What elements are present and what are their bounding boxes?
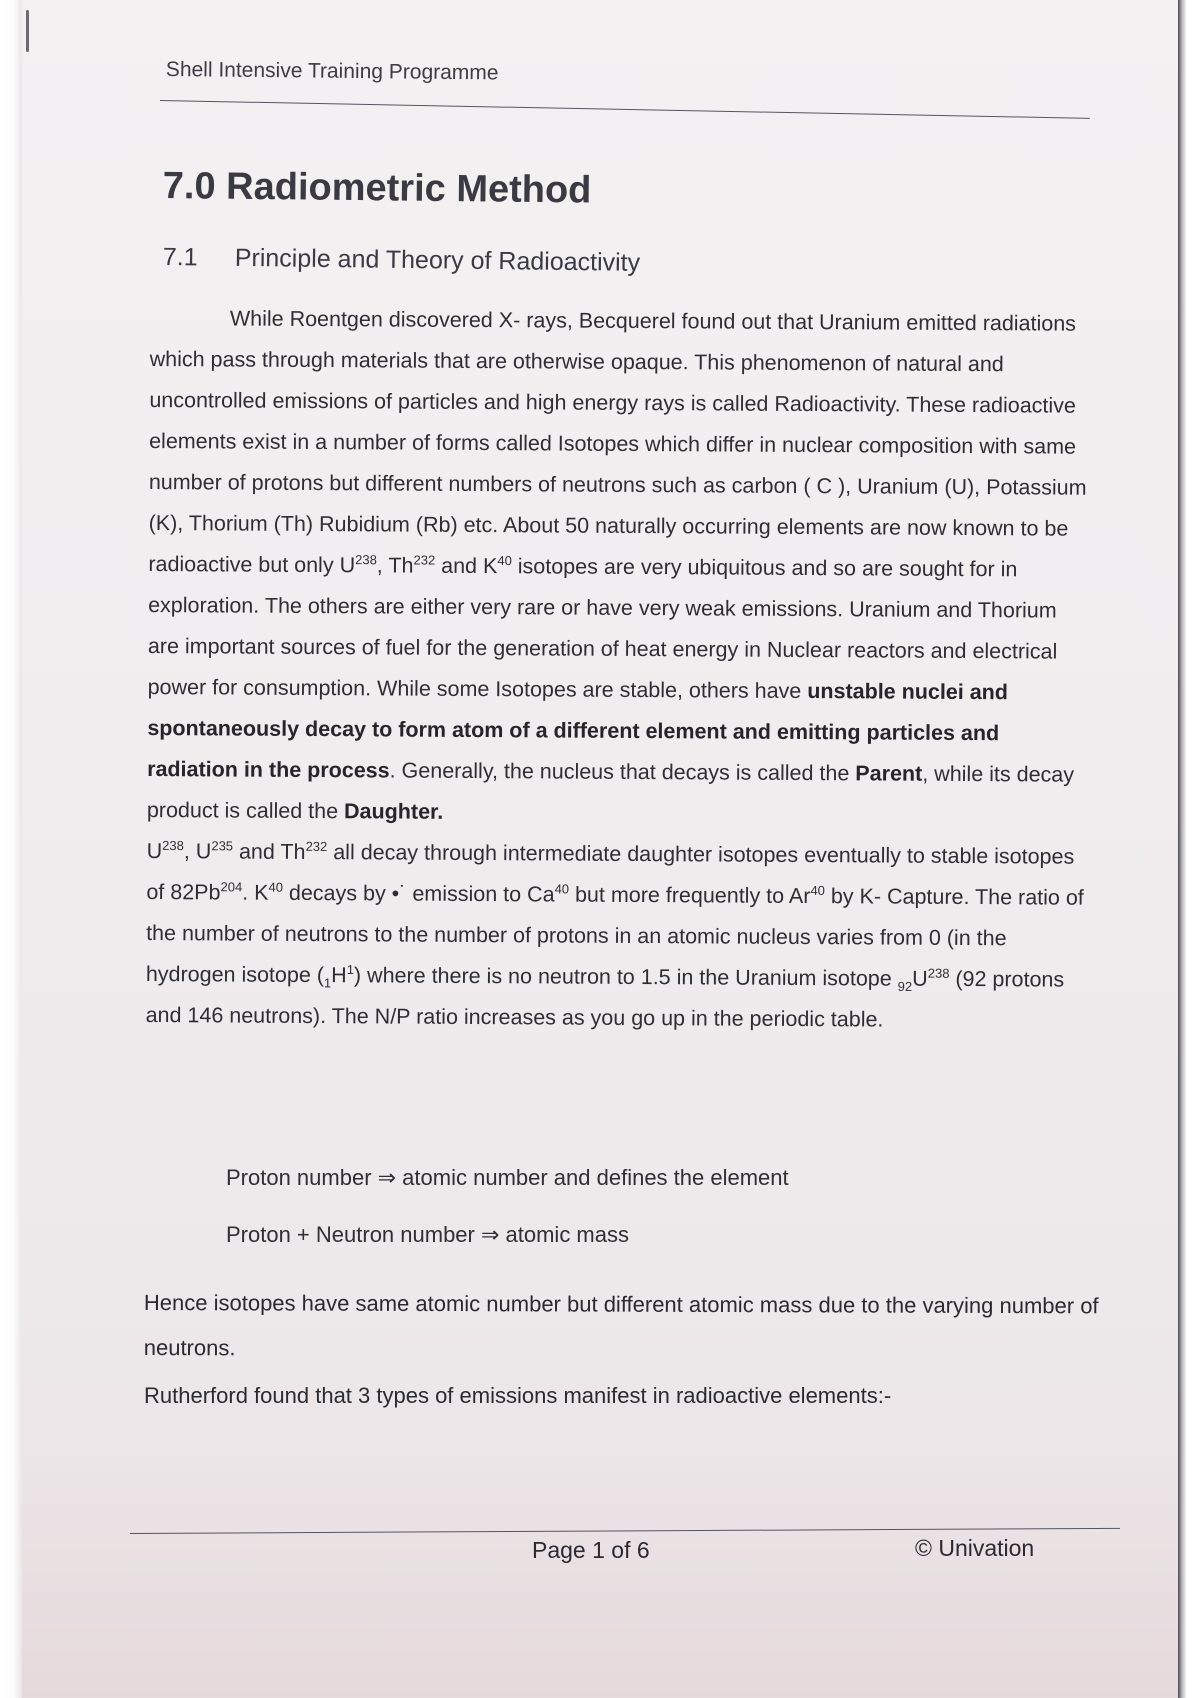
superscript: 235 bbox=[211, 838, 234, 854]
paragraph-rutherford: Rutherford found that 3 types of emissions manifest in radioactive elements:- bbox=[144, 1383, 892, 1408]
body-text: U bbox=[912, 966, 928, 991]
body-text: Th bbox=[388, 553, 414, 578]
copyright-notice: © Univation bbox=[915, 1535, 1035, 1561]
body-paragraph bbox=[145, 298, 1094, 1042]
body-text: U bbox=[146, 838, 163, 864]
bold-text: unstable nuclei and spontaneously decay to form atom of a different element and emitting particles and radiation in the process bbox=[147, 679, 1009, 783]
formula-proton-number: Proton number ⇒ atomic number and defines the element bbox=[226, 1165, 789, 1190]
subscript: 92 bbox=[897, 978, 913, 994]
superscript: 238 bbox=[927, 965, 950, 981]
superscript: 40 bbox=[810, 882, 825, 898]
body-text: (92 protons and 146 neutrons). The N/P ratio increases as you go up in the periodic table. bbox=[145, 966, 1065, 1032]
body-text: but more frequently to Ar bbox=[568, 882, 811, 909]
body-text: isotopes are very ubiquitous and so are sought for in exploration. The others are either very rare or have very weak emissions. Uranium and Thorium are important sources of fuel for the generation of heat energy in Nuclear reactors and electrical power for consumption. While some Isotopes are stable, others have bbox=[147, 554, 1058, 704]
superscript: 40 bbox=[497, 552, 512, 569]
body-text: and bbox=[435, 553, 484, 579]
body-text: decays by •˙ emission to Ca bbox=[282, 880, 555, 907]
superscript: 40 bbox=[554, 881, 570, 897]
superscript: 238 bbox=[162, 837, 184, 854]
formula-atomic-mass: Proton + Neutron number ⇒ atomic mass bbox=[226, 1222, 629, 1247]
section-heading bbox=[163, 243, 641, 278]
superscript: 238 bbox=[355, 552, 377, 568]
section-number: 7.1 bbox=[162, 243, 198, 272]
body-text: U bbox=[339, 553, 356, 578]
page-number: Page 1 of 6 bbox=[532, 1537, 650, 1563]
superscript: 204 bbox=[220, 879, 243, 895]
footer-rule bbox=[130, 1528, 1120, 1534]
term-parent: Parent bbox=[855, 761, 923, 786]
body-text: H bbox=[331, 963, 347, 988]
term-daughter: Daughter. bbox=[343, 799, 444, 824]
body-text: by K- Capture. The ratio of the number of neutrons to the number of protons in an atomic nucleus varies from 0 (in the hydrogen isotope ( bbox=[145, 884, 1084, 988]
superscript: 1 bbox=[346, 962, 355, 978]
body-text: , U bbox=[183, 839, 212, 864]
body-text: K bbox=[482, 554, 498, 579]
superscript: 232 bbox=[413, 552, 436, 568]
body-text: ) where there is no neutron to 1.5 in the Uranium isotope bbox=[353, 963, 898, 991]
subscript: 1 bbox=[323, 975, 332, 991]
superscript: 232 bbox=[305, 838, 328, 854]
body-text: While Roentgen discovered X- rays, Becquerel found out that Uranium emitted radiations which pass through materials that are otherwise opaque. This phenomenon of natural and uncontrolled emissions of particles and high energy rays is called Radioactivity. These radioactive elements exist in a number of forms called Isotopes which differ in nuclear composition with same number of protons but different numbers of neutrons such as carbon ( C ), Uranium (U), Potassium (K), Thorium (Th) Rubidium (Rb) etc. About 50 naturally occurring elements are now known to be radioactive but only bbox=[148, 306, 1087, 578]
chapter-title: 7.0 Radiometric Method bbox=[162, 165, 592, 212]
body-text: . K bbox=[242, 880, 269, 905]
body-text: , bbox=[376, 553, 389, 578]
section-title: Principle and Theory of Radioactivity bbox=[234, 243, 641, 277]
superscript: 40 bbox=[268, 879, 284, 895]
header-rule bbox=[160, 100, 1090, 119]
running-header: Shell Intensive Training Programme bbox=[165, 58, 499, 85]
body-text: , while its decay product is called the bbox=[146, 761, 1075, 824]
body-text: all decay through intermediate daughter isotopes eventually to stable isotopes of 82Pb bbox=[146, 840, 1075, 905]
paragraph-isotopes: Hence isotopes have same atomic number but different atomic mass due to the varying number of neutrons. bbox=[143, 1290, 1099, 1361]
paragraph-radioactivity bbox=[145, 298, 1094, 1042]
body-text: . Generally, the nucleus that decays is called the bbox=[389, 758, 856, 786]
body-text: and Th bbox=[232, 839, 306, 864]
